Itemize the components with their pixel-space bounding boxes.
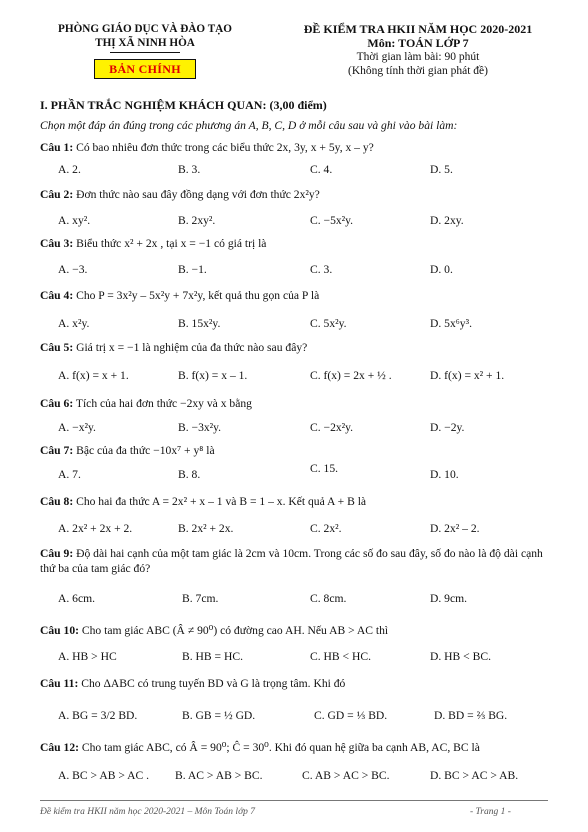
question-6-options [0,421,520,437]
question-text: Cho tam giác ABC, có Â = 90⁰; Ĉ = 30⁰. Khi đó quan hệ giữa ba cạnh AB, AC, BC là [78,741,480,754]
question-text: Đơn thức nào sau đây đồng dạng với đơn thức 2x²y? [73,188,320,201]
option-a: A. −x²y. [58,421,96,434]
option-d: D. 2x² – 2. [430,522,480,535]
question-text: Giá trị x = −1 là nghiệm của đa thức nào sau đây? [73,341,308,354]
question-text: Cho hai đa thức A = 2x² + x – 1 và B = 1 – x. Kết quả A + B là [73,495,367,508]
option-c: C. 3. [310,263,333,276]
question-label: Câu 4: [40,289,74,302]
question-label: Câu 6: [40,397,74,410]
option-a: A. 7. [58,468,81,481]
question-text: Biểu thức x² + 2x , tại x = −1 có giá trị là [73,237,267,250]
option-b: B. f(x) = x – 1. [178,369,248,382]
question-text: Có bao nhiêu đơn thức trong các biểu thức 2x, 3y, x + 5y, x – y? [73,141,374,154]
option-d: D. 9cm. [430,592,468,605]
option-b: B. −1. [178,263,207,276]
question-6 [40,396,555,411]
option-c: C. HB < HC. [310,650,371,663]
question-text: Bậc của đa thức −10x⁷ + y⁸ là [73,444,215,457]
question-9 [40,546,555,576]
footer-divider [40,800,548,801]
option-d: D. 2xy. [430,214,464,227]
option-b: B. 8. [178,468,201,481]
option-d: D. 10. [430,468,459,481]
option-c: C. −2x²y. [310,421,354,434]
exam-time: Thời gian làm bài: 90 phút [356,51,480,63]
option-d: D. f(x) = x² + 1. [430,369,505,382]
option-c: C. f(x) = 2x + ½ . [310,369,392,382]
option-b: B. AC > AB > BC. [175,769,263,782]
option-d: D. HB < BC. [430,650,491,663]
option-c: C. 8cm. [310,592,347,605]
question-label: Câu 3: [40,237,74,250]
question-5 [40,340,555,355]
exam-time-note: (Không tính thời gian phát đề) [348,65,488,77]
option-c: C. GD = ⅓ BD. [314,709,388,722]
department-name: PHÒNG GIÁO DỤC VÀ ĐÀO TẠO [58,23,232,35]
question-10-options [0,650,520,666]
question-text: Độ dài hai cạnh của một tam giác là 2cm và 10cm. Trong các số đo sau đây, số đo nào là độ dài cạnh thứ ba của tam giác đó? [40,547,543,575]
option-b: B. −3x²y. [178,421,222,434]
option-d: D. 0. [430,263,453,276]
question-12-options [0,769,520,785]
section-title: I. PHẦN TRẮC NGHIỆM KHÁCH QUAN: (3,00 điểm) [40,98,327,112]
question-label: Câu 5: [40,341,74,354]
question-5-options [0,369,520,385]
option-c: C. 5x²y. [310,317,347,330]
question-label: Câu 9: [40,547,74,560]
option-d: D. BC > AC > AB. [430,769,519,782]
option-b: B. GB = ½ GD. [182,709,256,722]
question-text: Cho tam giác ABC (Â ≠ 90⁰) có đường cao AH. Nếu AB > AC thì [78,624,389,637]
option-b: B. 3. [178,163,201,176]
question-8-options [0,522,520,538]
question-1-options [0,163,520,179]
question-label: Câu 1: [40,141,74,154]
question-7 [40,443,555,458]
question-3-options [0,263,520,279]
option-b: B. 15x²y. [178,317,221,330]
option-c: C. 2x². [310,522,342,535]
question-2-options [0,214,520,230]
question-11 [40,676,555,691]
district-name: THỊ XÃ NINH HÒA [95,37,195,49]
option-d: D. 5. [430,163,453,176]
header-right [268,22,568,78]
option-c: C. AB > AC > BC. [302,769,390,782]
exam-title: ĐỀ KIỂM TRA HKII NĂM HỌC 2020-2021 [303,22,533,36]
question-label: Câu 2: [40,188,74,201]
option-c: C. −5x²y. [310,214,354,227]
question-10 [40,623,555,638]
option-d: D. −2y. [430,421,465,434]
question-label: Câu 7: [40,444,74,457]
section-instruction: Chọn một đáp án đúng trong các phương án A, B, C, D ở mỗi câu sau và ghi vào bài làm: [40,119,458,132]
question-text: Cho ΔABC có trung tuyến BD và G là trọng tâm. Khi đó [78,677,346,690]
question-text: Cho P = 3x²y – 5x²y + 7x²y, kết quả thu gọn của P là [73,289,320,302]
option-d: D. 5x⁶y³. [430,317,472,330]
option-a: A. 6cm. [58,592,96,605]
question-2 [40,187,555,202]
question-7-options [0,462,520,481]
question-4-options [0,317,520,333]
official-copy-stamp: BẢN CHÍNH [94,59,196,79]
question-label: Câu 11: [40,677,79,690]
option-a: A. x²y. [58,317,90,330]
question-label: Câu 12: [40,741,79,754]
option-a: A. −3. [58,263,88,276]
option-b: B. 7cm. [182,592,219,605]
footer-title: Đề kiểm tra HKII năm học 2020-2021 – Môn Toán lớp 7 [40,807,256,817]
option-a: A. BG = 3/2 BD. [58,709,138,722]
header-divider [110,52,180,53]
option-a: A. 2. [58,163,81,176]
option-b: B. 2x² + 2x. [178,522,234,535]
question-12 [40,740,555,755]
page-number: - Trang 1 - [470,807,511,817]
question-label: Câu 8: [40,495,74,508]
option-d: D. BD = ⅔ BG. [434,709,508,722]
question-3 [40,236,555,251]
option-c: C. 15. [310,462,339,475]
option-a: A. BC > AB > AC . [58,769,150,782]
question-1 [40,140,555,155]
option-a: A. HB > HC [58,650,117,663]
option-a: A. xy². [58,214,91,227]
question-label: Câu 10: [40,624,79,637]
option-a: A. f(x) = x + 1. [58,369,129,382]
option-b: B. HB = HC. [182,650,243,663]
option-c: C. 4. [310,163,333,176]
question-11-options [0,709,520,725]
question-8 [40,494,555,509]
option-a: A. 2x² + 2x + 2. [58,522,133,535]
question-9-options [0,592,520,608]
option-b: B. 2xy². [178,214,216,227]
exam-subject: Môn: TOÁN LỚP 7 [367,36,469,50]
header-left [40,22,250,79]
question-text: Tích của hai đơn thức −2xy và x bằng [73,397,252,410]
question-4 [40,288,555,303]
